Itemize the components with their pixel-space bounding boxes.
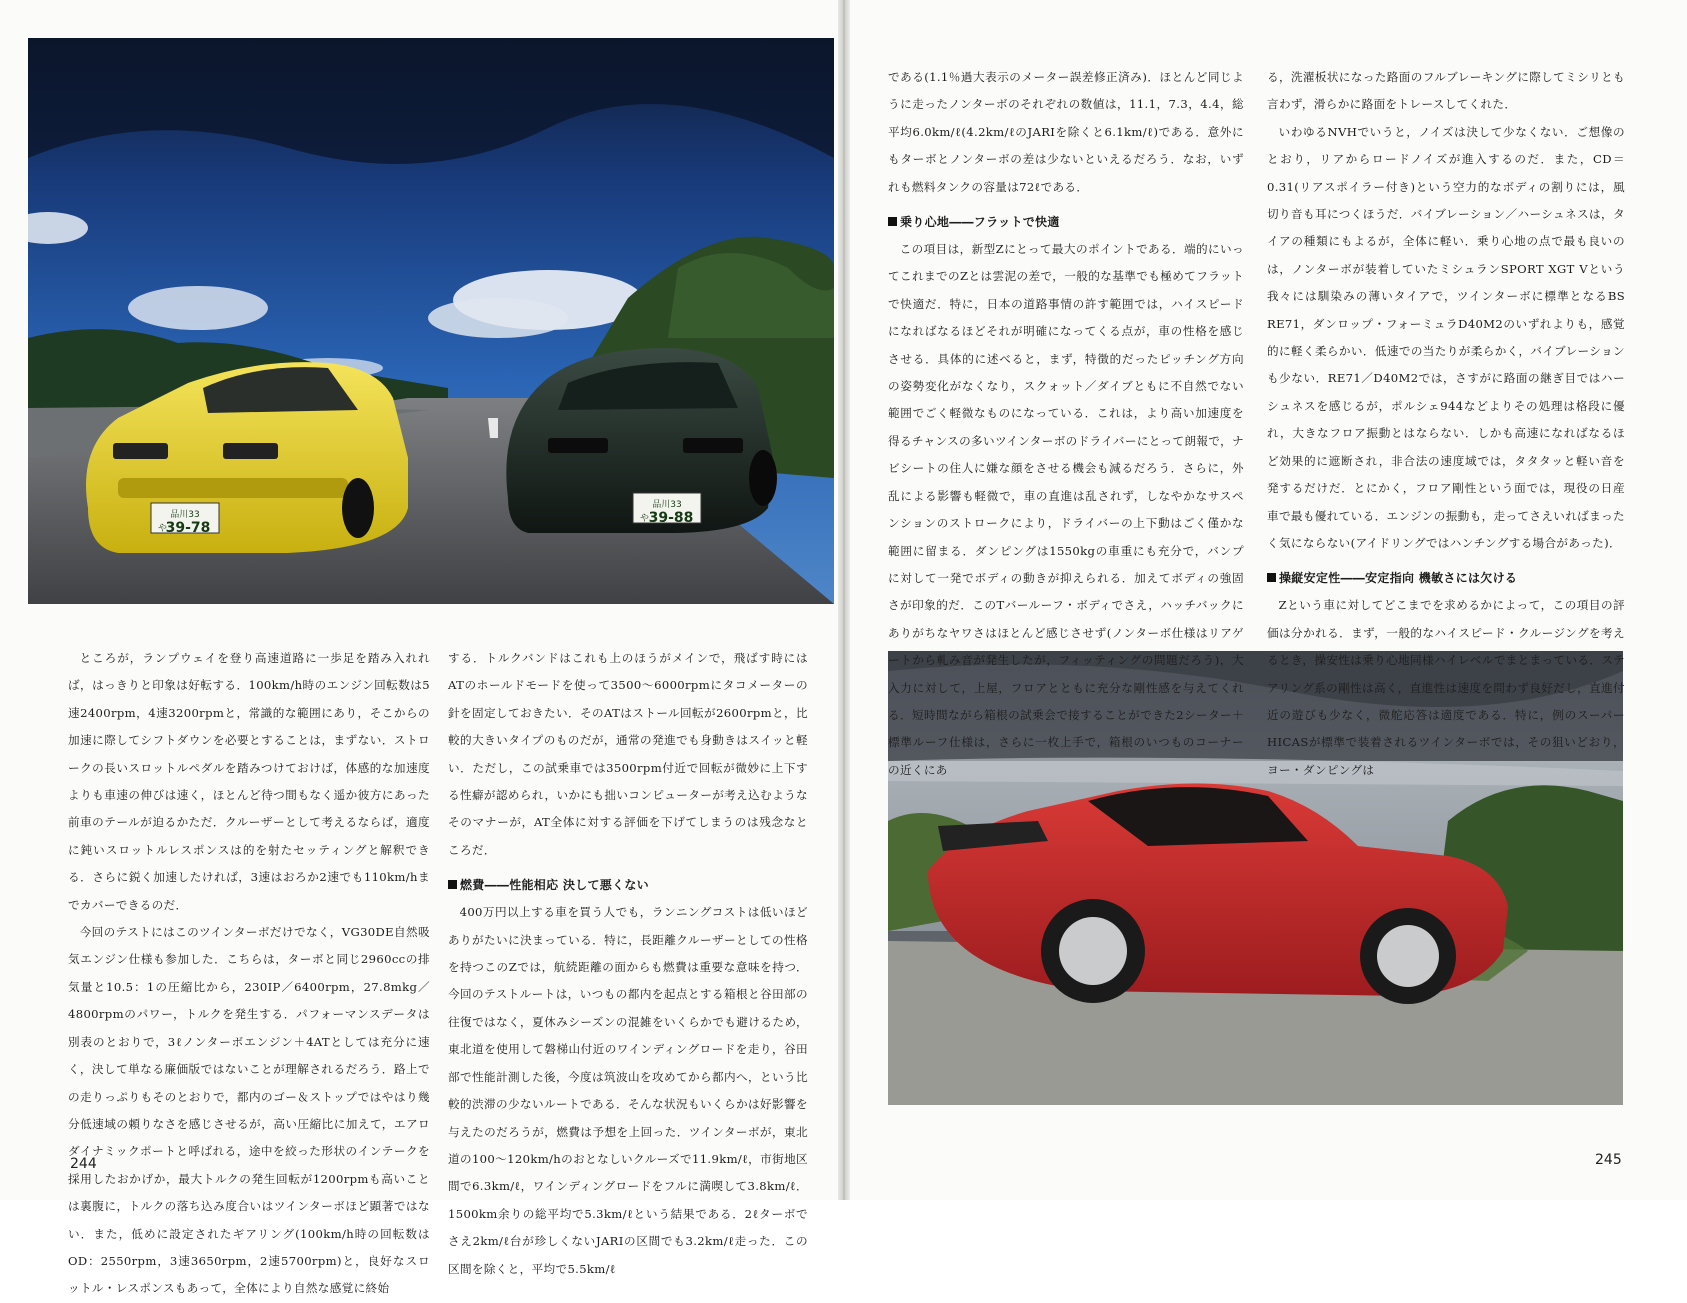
section-heading-handling-text: 操縦安定性――安定指向 機敏さには欠ける bbox=[1279, 571, 1518, 586]
plate-yellow-region: 品川33 bbox=[170, 510, 200, 520]
page-number-right: 245 bbox=[1595, 1152, 1622, 1168]
plate-dark-kana: や bbox=[640, 514, 650, 524]
section-heading-ride bbox=[888, 209, 1244, 236]
left-col1-paragraph-1: ところが，ランプウェイを登り高速道路に一歩足を踏み入れれば，はっきりと印象は好転する．100km/h時のエンジン回転数は5速2400rpm，4速3200rpmと，常識的な範囲にあり，そこからの加速に際してシフトダウンを必要とすることは，まずない．ストロークの長いスロットルペダルを踏みつけておけば，体感的な加速度よりも車速の伸びは速く，ほとんど待つ間もなく遥か彼方にあった前車のテールが迫るかただ．クルーザーとして考えるならば，適度に鈍いスロットルレスポンスは的を射たセッティングと解釈できる．さらに鋭く加速したければ，3速はおろか2速でも110km/hまでカバーできるのだ． bbox=[68, 651, 430, 912]
right-col2-paragraph-0: る，洗濯板状になった路面のフルブレーキングに際してミシリとも言わず，滑らかに路面をトレースしてくれた． bbox=[1267, 70, 1625, 112]
section-heading-fuel-text: 燃費――性能相応 決して悪くない bbox=[460, 878, 649, 893]
heading-bullet-icon bbox=[1267, 573, 1276, 582]
section-heading-handling bbox=[1267, 565, 1625, 592]
photo-two-cars-svg bbox=[28, 38, 834, 604]
plate-dark-number: 39-88 bbox=[648, 510, 694, 526]
plate-yellow-number: 39-78 bbox=[165, 520, 211, 536]
right-col1-paragraph-1: この項目は，新型Zにとって最大のポイントである．端的にいってこれまでのZとは雲泥の差で，一般的な基準でも極めてフラットで快適だ．特に，日本の道路事情の許す範囲では，ハイスピードになればなるほどそれが明確になってくる点が，車の性格を感じさせる．具体的に述べると，まず，特徴的だったピッチング方向の姿勢変化がなくなり，スクォット／ダイブともに不自然でない範囲でごく軽微なものになっている．これは，より高い加速度を得るチャンスの多いツインターボのドライバーにとって朗報で，ナビシートの住人に嫌な顔をさせる機会も減るだろう．さらに，外乱による影響も軽微で，車の直進は乱されず，しなやかなサスペンションのストロークにより，ドライバーの上下動はごく僅かな範囲に留まる．ダンピングは1550kgの車重にも充分で，バンプに対して一発でボディの動きが抑えられる．加えてボディの強固さが印象的だ．このTバールーフ・ボディでさえ，ハッチバックにありがちなヤワさはほとんど感じさせず(ノンターボ仕様はリアゲートから軋み音が発生したが，フィッティングの問題だろう)，大入力に対して，上屋，フロアとともに充分な剛性感を与えてくれる．短時間ながら箱根の試乗会で接することができた2シーター＋標準ルーフ仕様は，さらに一枚上手で，箱根のいつものコーナーの近くにあ bbox=[888, 242, 1244, 777]
left-col1-paragraph-2: 今回のテストにはこのツインターボだけでなく，VG30DE自然吸気エンジン仕様も参加した．こちらは，ターボと同じ2960ccの排気量と10.5：1の圧縮比から，230IP／6400rpm，27.8mkg／4800rpmのパワー，トルクを発生する．パフォーマンスデータは別表のとおりで，3ℓノンターボエンジン＋4ATとしては充分に速く，決して単なる廉価版ではないことが理解されるだろう．路上での走りっぷりもそのとおりで，都内のゴー＆ストップではやはり幾分低速域の頼りなさを感じさせるが，高い圧縮比に加えて，エアロダイナミックポートと呼ばれる，途中を絞った形状のインテークを採用したおかげか，最大トルクの発生回転が1200rpmも高いことは裏腹に，トルクの落ち込み度合いはツインターボほど顕著ではない．また，低めに設定されたギアリング(100km/h時の回転数はOD：2550rpm，3速3650rpm，2速5700rpm)と，良好なスロットル・レスポンスもあって，全体により自然な感覚に終始 bbox=[68, 925, 430, 1296]
heading-bullet-icon bbox=[888, 217, 897, 226]
right-col2-paragraph-2: Zという車に対してどこまでを求めるかによって，この項目の評価は分かれる．まず，一般的なハイスピード・クルージングを考えるとき，操安性は乗り心地同様ハイレベルでまとまっている．ステアリング系の剛性は高く，直進性は速度を問わず良好だし，直進付近の遊びも少なく，微舵応答は適度である．特に，例のスーパーHICASが標準で装着されるツインターボでは，その狙いどおり，ヨー・ダンピングは bbox=[1267, 598, 1625, 777]
left-text-column-1 bbox=[68, 645, 430, 1303]
plate-dark-region: 品川33 bbox=[652, 500, 682, 510]
right-col1-paragraph-0: である(1.1％過大表示のメーター誤差修正済み)．ほとんど同じように走ったノンターボのそれぞれの数値は，11.1，7.3，4.4，総平均6.0km/ℓ(4.2km/ℓのJARIを除くと6.1km/ℓ)である．意外にもターボとノンターボの差は少ないといえるだろう．なお，いずれも燃料タンクの容量は72ℓである． bbox=[888, 70, 1244, 194]
left-text-column-2 bbox=[448, 645, 808, 1283]
page-number-left: 244 bbox=[70, 1156, 97, 1172]
section-heading-fuel bbox=[448, 872, 808, 899]
page-gutter bbox=[838, 0, 850, 1200]
right-text-column-1 bbox=[888, 64, 1244, 784]
left-col2-paragraph-2: 400万円以上する車を買う人でも，ランニングコストは低いほどありがたいに決まっている．特に，長距離クルーザーとしての性格を持つこのZでは，航続距離の面からも燃費は重要な意味を持つ．今回のテストルートは，いつもの都内を起点とする箱根と谷田部の往復ではなく，夏休みシーズンの混雑をいくらかでも避けるため，東北道を使用して磐梯山付近のワインディングロードを走り，谷田部で性能計測した後，今度は筑波山を攻めてから都内へ，という比較的渋滞の少ないルートである．そんな状況もいくらかは好影響を与えたのだろうが，燃費は予想を上回った．ツインターボが，東北道の100～120km/hのおとなしいクルーズで11.9km/ℓ，市街地区間で6.3km/ℓ，ワインディングロードをフルに満喫して3.8km/ℓ．1500km余りの総平均で5.3km/ℓという結果である．2ℓターボでさえ2km/ℓ台が珍しくないJARIの区間でも3.2km/ℓ走った．この区間を除くと，平均で5.5km/ℓ bbox=[448, 905, 808, 1276]
right-col2-paragraph-1: いわゆるNVHでいうと，ノイズは決して少なくない．ご想像のとおり，リアからロードノイズが進入するのだ．また，CD＝0.31(リアスポイラー付き)という空力的なボディの割りには，風切り音も耳につくほうだ．バイブレーション／ハーシュネスは，タイアの種類にもよるが，全体に軽い．乗り心地の点で最も良いのは，ノンターボが装着していたミシュランSPORT XGT Vという我々には馴染みの薄いタイアで，ツインターボに標準となるBS RE71，ダンロップ・フォーミュラD40M2のいずれよりも，感覚的に軽く柔らかい．低速での当たりが柔らかく，バイブレーションも少ない．RE71／D40M2では，さすがに路面の継ぎ目ではハーシュネスを感じるが，ポルシェ944などよりその処理は格段に優れ，大きなフロア振動とはならない．しかも高速になればなるほど効果的に遮断され，非合法の速度域では，タタタッと軽い音を発するだけだ．とにかく，フロア剛性という面では，現役の日産車で最も優れている．エンジンの振動も，走ってさえいればまったく気にならない(アイドリングではハンチングする場合があった)． bbox=[1267, 124, 1625, 550]
left-col2-paragraph-1: する．トルクバンドはこれも上のほうがメインで，飛ばす時にはATのホールドモードを使って3500～6000rpmにタコメーターの針を固定しておきたい．そのATはストール回転が2600rpmと，比較的大きいタイプのものだが，通常の発進でも身動きはスイッと軽い．ただし，この試乗車では3500rpm付近で回転が微妙に上下する性癖が認められ，いかにも拙いコンピューターが考え込むようなそのマナーが，AT全体に対する評価を下げてしまうのは残念なところだ． bbox=[448, 651, 808, 857]
right-text-column-2 bbox=[1267, 64, 1625, 784]
section-heading-ride-text: 乗り心地――フラットで快適 bbox=[900, 215, 1060, 230]
photo-two-cars-highway bbox=[28, 38, 834, 604]
plate-yellow-kana: や bbox=[158, 524, 168, 534]
heading-bullet-icon bbox=[448, 880, 457, 889]
